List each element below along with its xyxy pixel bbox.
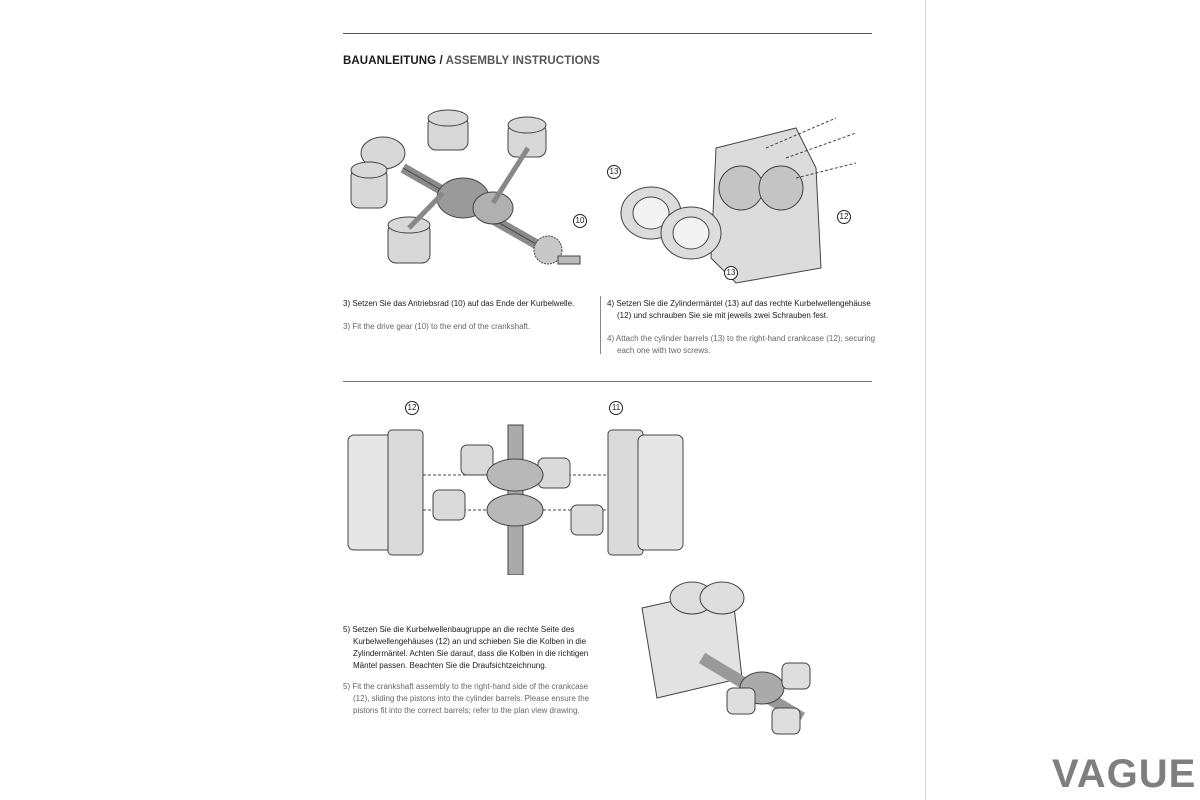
step-4-english-line-1: 4) Attach the cylinder barrels (13) to the right-hand crankcase (12), securing: [607, 334, 876, 343]
callout-11-plan-view: 11: [609, 401, 623, 415]
top-divider: [343, 33, 872, 34]
step-5-german-line-1: 5) Setzen Sie die Kurbelwellenbaugruppe an die rechte Seite des: [343, 625, 575, 634]
step-4-english: [607, 333, 875, 357]
step-5-english: [343, 681, 589, 717]
crankshaft-pistons-illustration: [343, 108, 588, 278]
step-5-english-line-2: (12), sliding the pistons into the cylinder barrels. Please ensure the: [353, 694, 590, 703]
side-margin: [925, 0, 1200, 800]
callout-12-crankcase: 12: [837, 210, 851, 224]
callout-13-lower: 13: [724, 266, 738, 280]
step-4-german: [607, 298, 871, 322]
step-5-english-line-1: 5) Fit the crankshaft assembly to the right-hand side of the crankcase: [343, 682, 589, 691]
step-5-german-line-2: Kurbelwellengehäuses (12) an und schieben Sie die Kolben in die: [353, 637, 587, 646]
crankcase-cylinders-illustration: [606, 108, 871, 288]
step-3-english: 3) Fit the drive gear (10) to the end of the crankshaft.: [343, 322, 531, 331]
callout-12-plan-view: 12: [405, 401, 419, 415]
step-4-divider: [600, 296, 601, 354]
step-5-german-line-3: Zylindermäntel. Achten Sie darauf, dass die Kolben in die richtigen: [353, 649, 589, 658]
callout-13-upper: 13: [607, 165, 621, 179]
middle-divider: [343, 381, 872, 382]
step-3-german: 3) Setzen Sie das Antriebsrad (10) auf das Ende der Kurbelwelle.: [343, 299, 575, 308]
plan-view-illustration: [343, 400, 688, 575]
step-5-german: [343, 624, 588, 672]
callout-10: 10: [573, 214, 587, 228]
title-english: ASSEMBLY INSTRUCTIONS: [445, 55, 600, 67]
vague-logo: VAGUE: [1052, 752, 1197, 796]
step-4-german-line-1: 4) Setzen Sie die Zylindermäntel (13) auf das rechte Kurbelwellengehäuse: [607, 299, 871, 308]
step-5-english-line-3: pistons fit into the correct barrels; refer to the plan view drawing.: [353, 706, 580, 715]
title-german: BAUANLEITUNG /: [343, 55, 446, 67]
step-4-german-line-2: (12) und schrauben Sie sie mit jeweils zwei Schrauben fest.: [617, 311, 829, 320]
step-5-german-line-4: Mäntel passen. Beachten Sie die Draufsichtzeichnung.: [353, 661, 547, 670]
step-4-english-line-2: each one with two screws.: [617, 346, 711, 355]
assembled-engine-illustration: [632, 568, 832, 748]
page-title: [343, 55, 600, 67]
